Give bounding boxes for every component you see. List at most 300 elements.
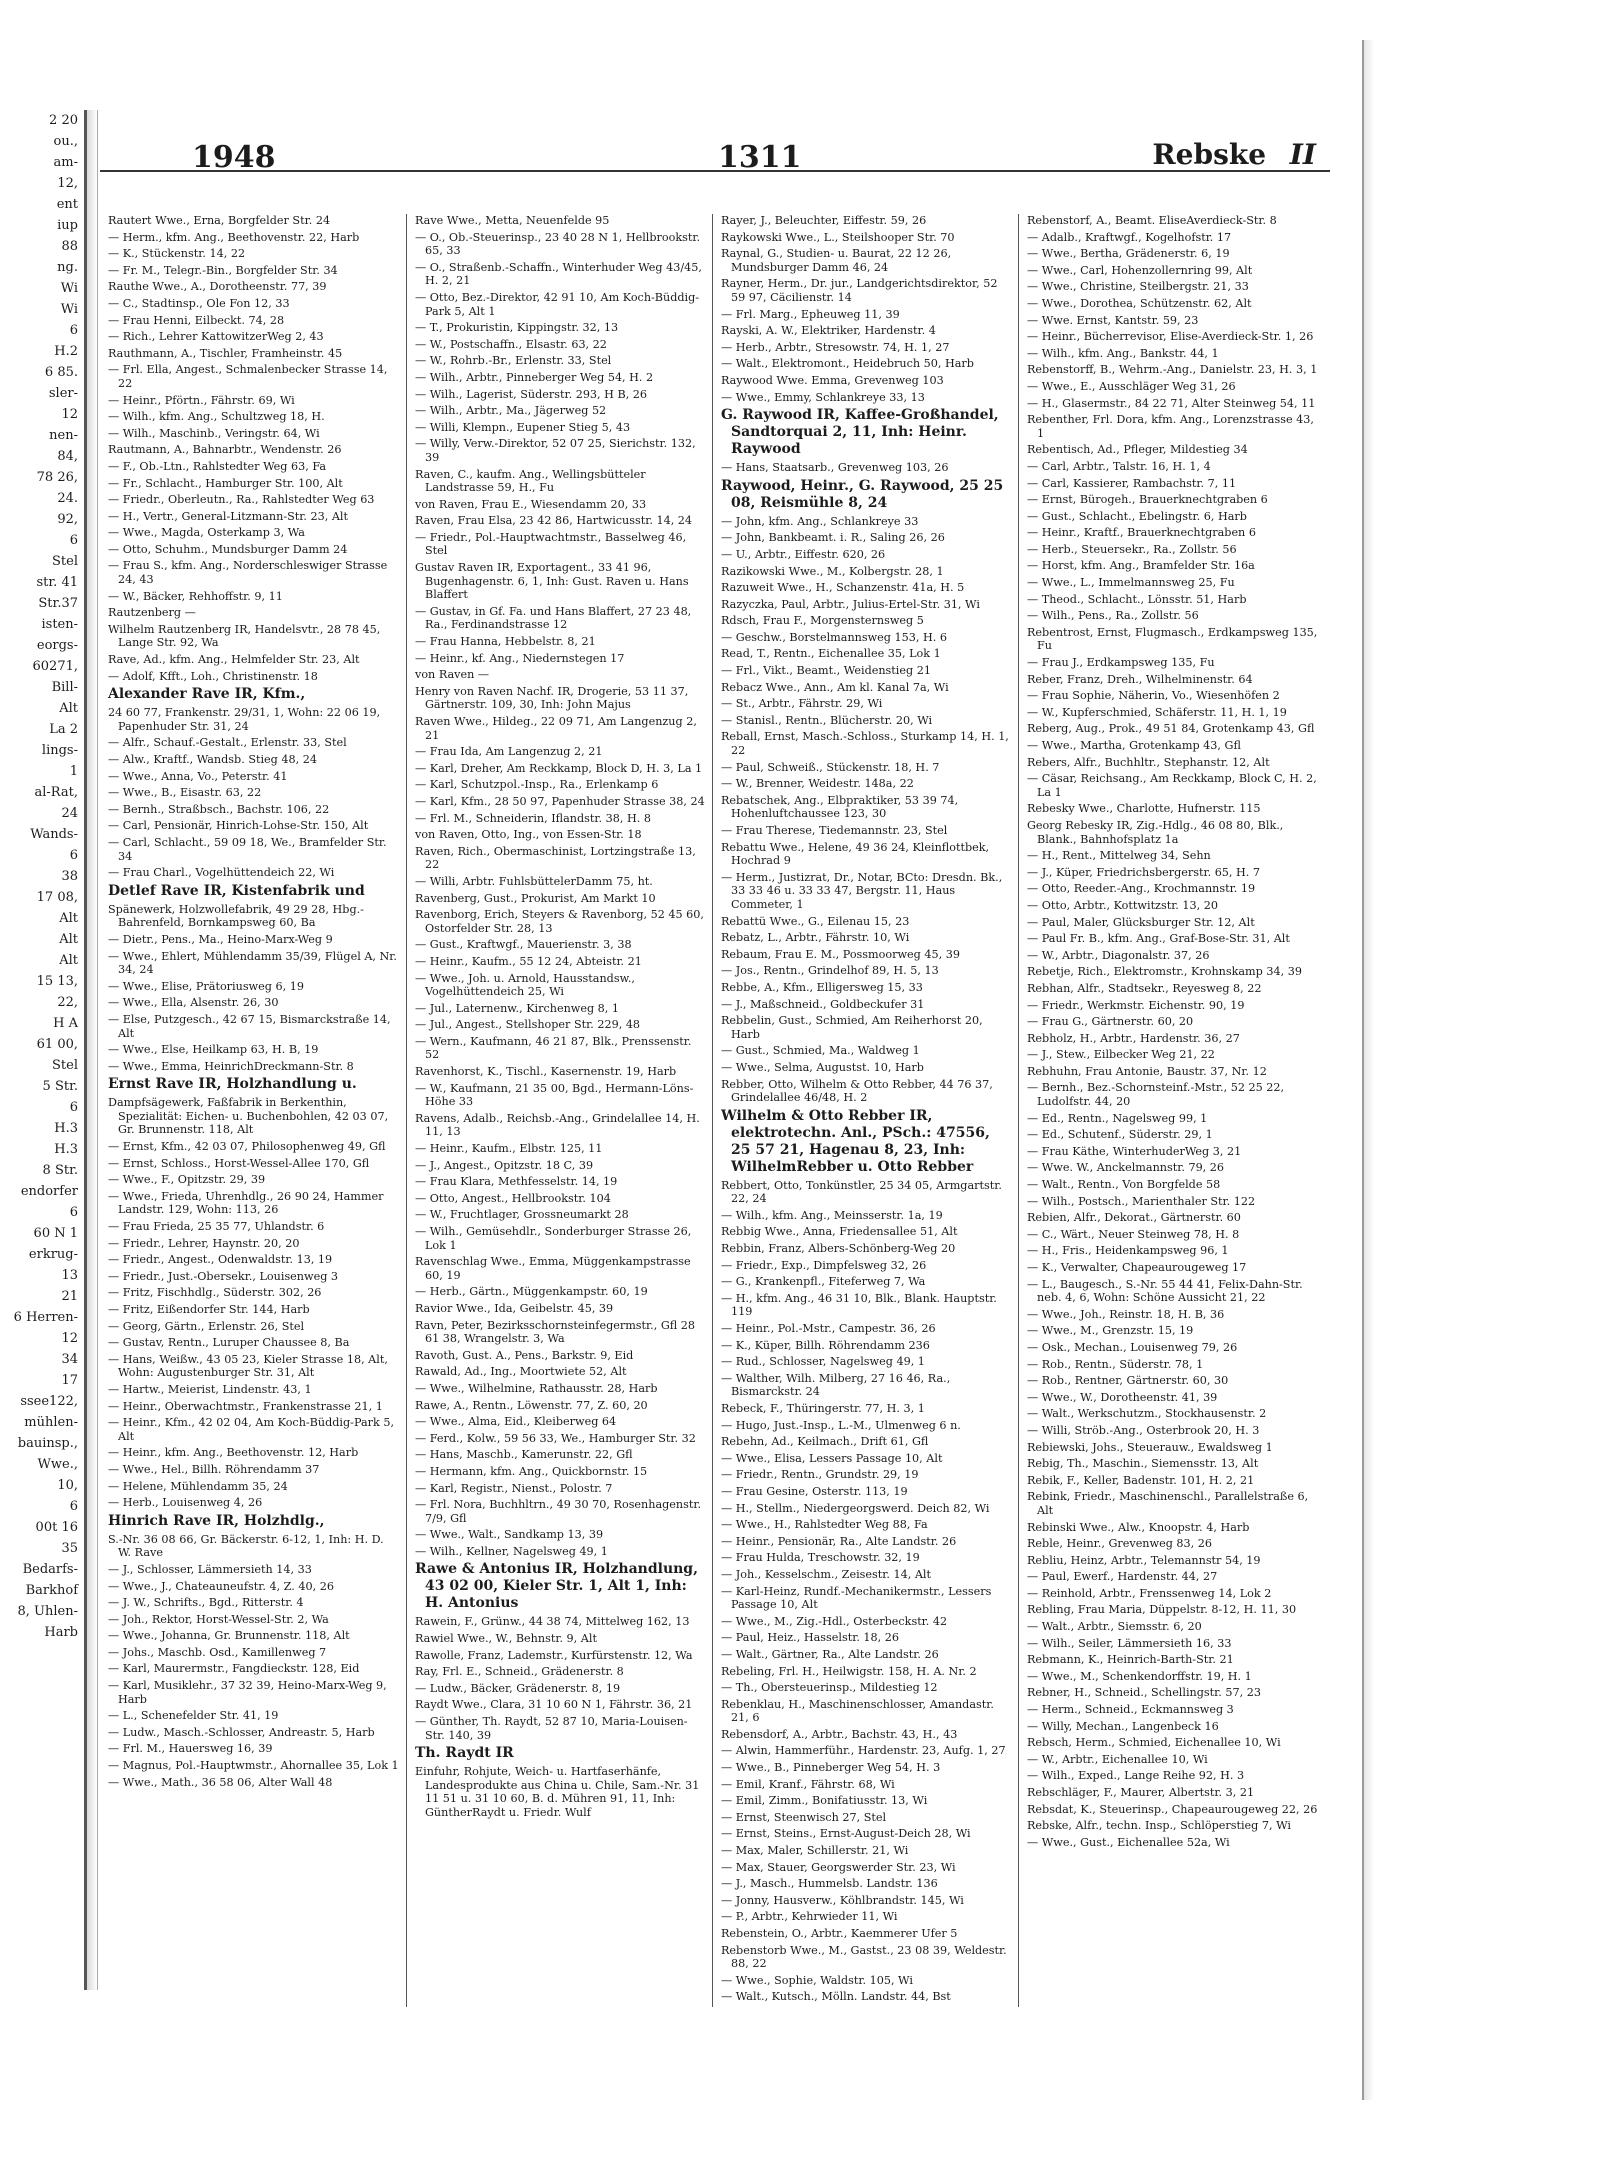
directory-entry: Detlef Rave IR, Kistenfabrik und (108, 882, 365, 899)
directory-entry: — Frau J., Erdkampsweg 135, Fu (1027, 656, 1215, 670)
page-edge (1362, 40, 1374, 2100)
directory-entry: — Reinhold, Arbtr., Frenssenweg 14, Lok 2 (1027, 1586, 1272, 1600)
fragment-line: erkrug- (28, 1247, 78, 1262)
directory-entry: Rebhan, Alfr., Stadtsekr., Reyesweg 8, 22 (1027, 981, 1262, 995)
directory-entry: Rebenstorf, A., Beamt. EliseAverdieck-Str. 8 (1027, 214, 1277, 227)
directory-entry: Wilhelm Rautzenberg IR, Handelsvtr., 28 78 45, Lange Str. 92, Wa (108, 622, 381, 650)
directory-entry: — Bernh., Bez.-Schornsteinf.-Mstr., 52 25 22, Ludolfstr. 44, 20 (1027, 1081, 1285, 1109)
directory-entry: — Joh., Kesselschm., Zeisestr. 14, Alt (721, 1567, 931, 1581)
fragment-line: 35 (61, 1541, 78, 1556)
fragment-line: ou., (53, 134, 78, 149)
directory-entry: Ravior Wwe., Ida, Geibelstr. 45, 39 (415, 1301, 614, 1315)
fragment-line: 60 N 1 (33, 1226, 78, 1241)
directory-entry: — Alfr., Schauf.-Gestalt., Erlenstr. 33, Stel (108, 736, 347, 750)
directory-entry: — Herm., kfm. Ang., Beethovenstr. 22, Harb (108, 230, 360, 244)
directory-entry: — Ernst, Steenwisch 27, Stel (721, 1810, 887, 1824)
directory-entry: Ernst Rave IR, Holzhandlung u. (108, 1076, 357, 1093)
directory-entry: Rebschläger, F., Maurer, Albertstr. 3, 21 (1027, 1786, 1255, 1799)
fragment-line: 88 (61, 239, 78, 254)
directory-entry: Razyczka, Paul, Arbtr., Julius-Ertel-Str. 31, Wi (721, 597, 980, 611)
directory-entry: — Wwe., Wilhelmine, Rathausstr. 28, Harb (415, 1381, 658, 1395)
directory-entry: Rawiel Wwe., W., Behnstr. 9, Alt (415, 1632, 597, 1646)
directory-entry: Ravenborg, Erich, Steyers & Ravenborg, 52 45 60, Ostorfelder Str. 28, 13 (415, 908, 704, 935)
directory-entry: — Wern., Kaufmann, 46 21 87, Blk., Prenssenstr. 52 (415, 1034, 692, 1062)
directory-entry: — Wwe., Sophie, Waldstr. 105, Wi (721, 1973, 913, 1987)
directory-entry: Rebenstorff, B., Wehrm.-Ang., Danielstr. 23, H. 3, 1 (1027, 363, 1318, 377)
directory-entry: — Rich., Lehrer KattowitzerWeg 2, 43 (108, 330, 324, 344)
directory-entry: Ravenschlag Wwe., Emma, Müggenkampstrasse 60, 19 (415, 1255, 691, 1282)
directory-entry: Rebsdat, K., Steuerinsp., Chapeaurougeweg 22, 26 (1027, 1802, 1318, 1816)
directory-entry: — Frl. M., Hauersweg 16, 39 (108, 1742, 273, 1756)
directory-entry: — Cäsar, Reichsang., Am Reckkamp, Block C, H. 2, La 1 (1027, 772, 1317, 799)
directory-entry: — Wwe., Elise, Prätoriusweg 6, 19 (108, 979, 304, 993)
directory-entry: — Wwe., Frieda, Uhrenhdlg., 26 90 24, Hammer Landstr. 129, Wohn: 113, 26 (108, 1189, 384, 1217)
directory-entry: — Wwe., Else, Heilkamp 63, H. B, 19 (108, 1043, 319, 1057)
directory-entry: — Ed., Schutenf., Süderstr. 29, 1 (1027, 1128, 1213, 1142)
directory-entry: — Hans, Staatsarb., Grevenweg 103, 26 (721, 461, 949, 475)
directory-entry: — Heinr., Kfm., 42 02 04, Am Koch-Büddig-Park 5, Alt (108, 1416, 395, 1443)
directory-entry: Wilhelm & Otto Rebber IR, elektrotechn. Anl., PSch.: 47556, 25 57 21, Hagenau 8, 23, Inh: WilhelmRebber u. Otto Rebber (721, 1107, 990, 1175)
fragment-line: 24 (61, 806, 78, 821)
directory-entry: — Walther, Wilh. Milberg, 27 16 46, Ra., Bismarckstr. 24 (721, 1371, 951, 1399)
directory-entry: Rebeling, Frl. H., Heilwigstr. 158, H. A. Nr. 2 (721, 1664, 977, 1678)
directory-entry: — Wilh., Arbtr., Ma., Jägerweg 52 (415, 404, 607, 418)
directory-column-1 (100, 214, 406, 2007)
directory-entry: — Frl., Vikt., Beamt., Weidenstieg 21 (721, 664, 931, 678)
directory-entry: Rebbig Wwe., Anna, Friedensallee 51, Alt (721, 1225, 958, 1239)
fragment-line: Alt (59, 953, 78, 968)
directory-entry: Rebensdorf, A., Arbtr., Bachstr. 43, H., 43 (721, 1727, 958, 1741)
directory-entry: — K., Verwalter, Chapeaurougeweg 17 (1027, 1261, 1247, 1274)
fragment-line: Wi (60, 281, 78, 296)
directory-entry: — G., Krankenpfl., Fiteferweg 7, Wa (721, 1275, 926, 1289)
directory-entry: — Heinr., Oberwachtmstr., Frankenstrasse 21, 1 (108, 1399, 383, 1413)
fragment-line: 22, (57, 995, 78, 1010)
directory-entry: — Otto, Bez.-Direktor, 42 91 10, Am Koch-Büddig-Park 5, Alt 1 (415, 290, 700, 318)
directory-entry: — Gust., Schlacht., Ebelingstr. 6, Harb (1027, 509, 1247, 523)
directory-entry: — Heinr., Pensionär, Ra., Alte Landstr. 26 (721, 1534, 957, 1548)
directory-entry: — O., Straßenb.-Schaffn., Winterhuder Weg 43/45, H. 2, 21 (415, 260, 702, 288)
directory-entry: — Karl, Dreher, Am Reckkamp, Block D, H. 3, La 1 (415, 761, 703, 775)
directory-entry: — W., Arbtr., Eichenallee 10, Wi (1027, 1752, 1208, 1766)
directory-entry: Rebacz Wwe., Ann., Am kl. Kanal 7a, Wi (721, 680, 949, 694)
directory-entry: — Otto, Arbtr., Kottwitzstr. 13, 20 (1027, 898, 1219, 912)
fragment-line: 17 08, (36, 890, 78, 905)
directory-entry: Rebers, Alfr., Buchhltr., Stephanstr. 12, Alt (1027, 755, 1270, 769)
directory-entry: Rebatschek, Ang., Elbpraktiker, 53 39 74, Hohenluftchaussee 123, 30 (721, 793, 959, 821)
fragment-line: La 2 (49, 722, 78, 737)
directory-entry: — Herb., Gärtn., Müggenkampstr. 60, 19 (415, 1285, 648, 1299)
fragment-line: al-Rat, (34, 785, 78, 800)
directory-entry: — Frau G., Gärtnerstr. 60, 20 (1027, 1015, 1194, 1029)
fragment-line: eorgs- (36, 638, 78, 653)
directory-entry: — Max, Stauer, Georgswerder Str. 23, Wi (721, 1860, 956, 1874)
directory-entry: — Wwe., Christine, Steilbergstr. 21, 33 (1027, 280, 1249, 294)
directory-entry: Rebehn, Ad., Keilmach., Drift 61, Gfl (721, 1435, 929, 1449)
directory-entry: — Heinr., Pförtn., Fährstr. 69, Wi (108, 393, 295, 407)
fragment-line: H.2 (54, 344, 78, 359)
directory-entry: — Dietr., Pens., Ma., Heino-Marx-Weg 9 (108, 932, 333, 946)
directory-entry: Rebner, H., Schneid., Schellingstr. 57, 23 (1027, 1686, 1261, 1700)
directory-entry: Ravoth, Gust. A., Pens., Barkstr. 9, Eid (415, 1348, 634, 1362)
directory-entry: — Heinr., Bücherrevisor, Elise-Averdieck-Str. 1, 26 (1027, 330, 1314, 344)
directory-entry: Razikowski Wwe., M., Kolbergstr. 28, 1 (721, 564, 944, 578)
directory-entry: — Karl, Musiklehr., 37 32 39, Heino-Marx-Weg 9, Harb (108, 1679, 387, 1706)
directory-entry: — Wwe. W., Anckelmannstr. 79, 26 (1027, 1161, 1225, 1175)
directory-entry: — Else, Putzgesch., 42 67 15, Bismarckstraße 14, Alt (108, 1012, 391, 1040)
directory-entry: Rdsch, Frau F., Morgensternsweg 5 (721, 614, 924, 628)
directory-entry: — Wwe., Joh. u. Arnold, Hausstandsw., Vogelhüttendeich 25, Wi (415, 971, 635, 999)
directory-entry: — H., Vertr., General-Litzmann-Str. 23, Alt (108, 509, 348, 523)
directory-entry: — Walt., Elektromont., Heidebruch 50, Harb (721, 357, 974, 371)
fragment-line: 6 85. (44, 365, 78, 380)
directory-entry: — Frau Ida, Am Langenzug 2, 21 (415, 745, 603, 759)
directory-entry: — Hans, Weißw., 43 05 23, Kieler Strasse 18, Alt, Wohn: Augustenburger Str. 31, Alt (108, 1352, 388, 1380)
directory-entry: — Rob., Rentner, Gärtnerstr. 60, 30 (1027, 1374, 1229, 1388)
directory-entry: — Wwe., E., Ausschläger Weg 31, 26 (1027, 379, 1236, 393)
directory-entry: — Wilh., Arbtr., Pinneberger Weg 54, H. 2 (415, 370, 654, 384)
directory-entry: Rebber, Otto, Wilhelm & Otto Rebber, 44 76 37, Grindelallee 46/48, H. 2 (721, 1077, 993, 1105)
directory-entry: — Emil, Kranf., Fährstr. 68, Wi (721, 1777, 895, 1791)
directory-entry: Rebenstorb Wwe., M., Gastst., 23 08 39, Weldestr. 88, 22 (721, 1943, 1007, 1971)
directory-entry: Rebmann, K., Heinrich-Barth-Str. 21 (1027, 1653, 1234, 1667)
fragment-line: Harb (44, 1625, 78, 1640)
directory-entry: — Friedr., Exp., Dimpfelsweg 32, 26 (721, 1258, 927, 1272)
directory-entry: — Adolf, Kfft., Loh., Christinenstr. 18 (108, 669, 318, 683)
directory-entry: Read, T., Rentn., Eichenallee 35, Lok 1 (721, 647, 941, 661)
directory-entry: — H., kfm. Ang., 46 31 10, Blk., Blank. Hauptstr. 119 (721, 1291, 997, 1319)
directory-entry: — Magnus, Pol.-Hauptwmstr., Ahornallee 35, Lok 1 (108, 1759, 399, 1773)
directory-entry: von Raven, Frau E., Wiesendamm 20, 33 (415, 497, 647, 511)
directory-entry: — H., Rent., Mittelweg 34, Sehn (1027, 849, 1211, 863)
fragment-line: 2 20 (49, 113, 78, 128)
directory-entry: — Friedr., Oberleutn., Ra., Rahlstedter Weg 63 (108, 493, 375, 507)
directory-entry: — Wilh., Postsch., Marienthaler Str. 122 (1027, 1194, 1256, 1208)
directory-entry: — Fr. M., Telegr.-Bin., Borgfelder Str. 34 (108, 263, 338, 277)
directory-entry: — Frl. Ella, Angest., Schmalenbecker Strasse 14, 22 (108, 363, 388, 390)
fragment-line: 13 (61, 1268, 78, 1283)
directory-entry: — Frau Käthe, WinterhuderWeg 3, 21 (1027, 1144, 1242, 1158)
fragment-line: ssee122, (20, 1394, 78, 1409)
fragment-line: 6 (69, 323, 78, 338)
directory-entry: von Raven, Otto, Ing., von Essen-Str. 18 (415, 828, 642, 842)
directory-entry: — Ernst, Bürogeh., Brauerknechtgraben 6 (1027, 493, 1268, 507)
directory-entry: Rautzenberg — (108, 606, 196, 620)
directory-entry: — Wwe., Emma, HeinrichDreckmann-Str. 8 (108, 1059, 354, 1073)
fragment-line: 21 (61, 1289, 78, 1304)
directory-entry: — Wwe., M., Zig.-Hdl., Osterbeckstr. 42 (721, 1614, 948, 1628)
directory-entry: Reber, Franz, Dreh., Wilhelminenstr. 64 (1027, 672, 1253, 686)
directory-entry: — Wwe., Magda, Osterkamp 3, Wa (108, 526, 305, 540)
directory-entry: — Georg, Gärtn., Erlenstr. 26, Stel (108, 1319, 305, 1333)
directory-entry: — Fritz, Fischhdlg., Süderstr. 302, 26 (108, 1286, 322, 1300)
directory-entry: — Paul, Heiz., Hasselstr. 18, 26 (721, 1631, 900, 1645)
directory-entry: Raven, Rich., Obermaschinist, Lortzingstraße 13, 22 (415, 844, 696, 872)
directory-entry: — Wilh., Kellner, Nagelsweg 49, 1 (415, 1544, 608, 1558)
directory-entry: — Otto, Schuhm., Mundsburger Damm 24 (108, 542, 348, 556)
directory-entry: Rebesky Wwe., Charlotte, Hufnerstr. 115 (1027, 802, 1261, 816)
fragment-line: Stel (52, 1058, 78, 1073)
directory-column-4 (1018, 214, 1324, 2007)
directory-entry: — Wwe., Gust., Eichenallee 52a, Wi (1027, 1835, 1230, 1849)
directory-entry: Rauthmann, A., Tischler, Framheinstr. 45 (108, 346, 343, 360)
fragment-line: am- (53, 155, 78, 170)
directory-entry: Rebentisch, Ad., Pfleger, Mildestieg 34 (1027, 443, 1248, 457)
fragment-line: 17 (61, 1373, 78, 1388)
directory-entry: — Osk., Mechan., Louisenweg 79, 26 (1027, 1340, 1238, 1354)
directory-entry: — Wwe., Elisa, Lessers Passage 10, Alt (721, 1451, 943, 1465)
directory-entry: Rautert Wwe., Erna, Borgfelder Str. 24 (108, 214, 331, 227)
directory-entry: — Adalb., Kraftwgf., Kogelhofstr. 17 (1027, 230, 1232, 244)
directory-entry: Rayner, Herm., Dr. jur., Landgerichtsdirektor, 52 59 97, Cäcilienstr. 14 (721, 277, 998, 304)
directory-entry: — Ferd., Kolw., 59 56 33, We., Hamburger Str. 32 (415, 1431, 696, 1445)
directory-entry: — Wwe., Carl, Hohenzollernring 99, Alt (1027, 263, 1253, 277)
fragment-line: Alt (59, 932, 78, 947)
directory-entry: — Herb., Arbtr., Stresowstr. 74, H. 1, 27 (721, 340, 950, 354)
directory-entry: — J., Stew., Eilbecker Weg 21, 22 (1027, 1048, 1215, 1062)
directory-entry: — Gust., Kraftwgf., Mauerienstr. 3, 38 (415, 938, 632, 952)
directory-entry: Einfuhr, Rohjute, Weich- u. Hartfaserhänfe, Landesprodukte aus China u. Chile, Sam.-Nr. 31 11 51 u. 31 10 60, B. d. Mühren 91, 11, Inh: GüntherRaydt u. Friedr. Wulf (415, 1765, 700, 1819)
fragment-line: H.3 (54, 1121, 78, 1136)
directory-entry: — Willi, Ströb.-Ang., Osterbrook 20, H. 3 (1027, 1423, 1260, 1437)
directory-entry: — Paul, Schweiß., Stückenstr. 18, H. 7 (721, 760, 940, 774)
directory-entry: Rawein, F., Grünw., 44 38 74, Mittelweg 162, 13 (415, 1615, 690, 1629)
directory-entry: — O., Ob.-Steuerinsp., 23 40 28 N 1, Hellbrookstr. 65, 33 (415, 230, 701, 258)
directory-entry: — Wwe., M., Grenzstr. 15, 19 (1027, 1324, 1194, 1338)
directory-entry: — Karl, Schutzpol.-Insp., Ra., Erlenkamp 6 (415, 778, 659, 792)
directory-entry: S.-Nr. 36 08 66, Gr. Bäckerstr. 6-12, 1, Inh: H. D. W. Rave (108, 1532, 384, 1560)
fragment-line: 84, (57, 449, 78, 464)
directory-entry: — W., Kupferschmied, Schäferstr. 11, H. 1, 19 (1027, 705, 1287, 719)
directory-entry: — Fr., Schlacht., Hamburger Str. 100, Alt (108, 476, 343, 490)
directory-entry: — Ed., Rentn., Nagelsweg 99, 1 (1027, 1111, 1208, 1125)
fragment-line: 38 (61, 869, 78, 884)
directory-entry: — W., Brenner, Weidestr. 148a, 22 (721, 777, 914, 791)
page-header (100, 118, 1330, 175)
directory-entry: Ravn, Peter, Bezirksschornsteinfegermstr., Gfl 28 61 38, Wrangelstr. 3, Wa (415, 1318, 696, 1346)
directory-entry: Ravenberg, Gust., Prokurist, Am Markt 10 (415, 891, 656, 905)
directory-entry: — Helene, Mühlendamm 35, 24 (108, 1479, 288, 1493)
fragment-line: 60271, (32, 659, 78, 674)
previous-page-fragment (0, 110, 82, 1960)
directory-entry: — Otto, Reeder.-Ang., Krochmannstr. 19 (1027, 882, 1256, 896)
directory-entry: Raywood, Heinr., G. Raywood, 25 25 08, Reismühle 8, 24 (721, 477, 1004, 511)
directory-entry: G. Raywood IR, Kaffee-Großhandel, Sandtorquai 2, 11, Inh: Heinr. Raywood (721, 407, 999, 458)
directory-entry: — Carl, Kassierer, Rambachstr. 7, 11 (1027, 476, 1237, 490)
fragment-line: H.3 (54, 1142, 78, 1157)
directory-entry: — Heinr., Kraftf., Brauerknechtgraben 6 (1027, 526, 1256, 540)
directory-entry: Rebentrost, Ernst, Flugmasch., Erdkampsweg 135, Fu (1027, 625, 1318, 653)
directory-entry: — Horst, kfm. Ang., Bramfelder Str. 16a (1027, 559, 1255, 573)
directory-entry: — Wwe., Alma, Eid., Kleiberweg 64 (415, 1415, 617, 1429)
directory-entry: — Wwe., Martha, Grotenkamp 43, Gfl (1027, 739, 1241, 752)
fragment-line: 92, (57, 512, 78, 527)
directory-entry: — Friedr., Angest., Odenwaldstr. 13, 19 (108, 1253, 333, 1267)
directory-entry: — Jul., Angest., Stellshoper Str. 229, 48 (415, 1018, 641, 1032)
directory-entry: — Rob., Rentn., Süderstr. 78, 1 (1027, 1357, 1204, 1371)
directory-entry: — Wwe., Bertha, Grädenerstr. 6, 19 (1027, 247, 1230, 261)
directory-entry: — Heinr., kfm. Ang., Beethovenstr. 12, Harb (108, 1446, 359, 1460)
directory-entry: Rayski, A. W., Elektriker, Hardenstr. 4 (721, 324, 936, 338)
directory-entry: — Frau Hanna, Hebbelstr. 8, 21 (415, 635, 596, 649)
fragment-line: Wwe., (37, 1457, 78, 1472)
directory-entry: Razuweit Wwe., H., Schanzenstr. 41a, H. 5 (721, 581, 965, 595)
directory-entry: — Hartw., Meierist, Lindenstr. 43, 1 (108, 1382, 312, 1396)
directory-entry: — Walt., Gärtner, Ra., Alte Landstr. 26 (721, 1647, 939, 1661)
directory-entry: — Wwe., L., Immelmannsweg 25, Fu (1027, 576, 1235, 590)
running-head-volume: II (1289, 138, 1316, 171)
directory-entry: — Herm., Schneid., Eckmannsweg 3 (1027, 1703, 1234, 1717)
directory-entry: — Walt., Werkschutzm., Stockhausenstr. 2 (1027, 1407, 1267, 1421)
directory-entry: Ravens, Adalb., Reichsb.-Ang., Grindelallee 14, H. 11, 13 (415, 1111, 700, 1139)
directory-entry: Rauthe Wwe., A., Dorotheenstr. 77, 39 (108, 280, 327, 294)
directory-entry: — St., Arbtr., Fährstr. 29, Wi (721, 697, 883, 711)
directory-entry: Rebaum, Frau E. M., Possmoorweg 45, 39 (721, 947, 960, 961)
directory-entry: — Wwe., Hel., Billh. Röhrendamm 37 (108, 1462, 320, 1476)
page-gutter (84, 110, 98, 1990)
directory-entry: Rebsch, Herm., Schmied, Eichenallee 10, Wi (1027, 1736, 1281, 1750)
directory-entry: — Wwe., Joh., Reinstr. 18, H. B, 36 (1027, 1307, 1225, 1321)
directory-entry: — Jos., Rentn., Grindelhof 89, H. 5, 13 (721, 964, 939, 978)
directory-entry: — H., Glasermstr., 84 22 71, Alter Steinweg 54, 11 (1027, 396, 1316, 410)
directory-columns (100, 214, 1330, 2007)
directory-entry: — Karl-Heinz, Rundf.-Mechanikermstr., Lessers Passage 10, Alt (721, 1584, 992, 1612)
directory-entry: Rebholz, H., Arbtr., Hardenstr. 36, 27 (1027, 1031, 1240, 1045)
directory-entry: — Willy, Mechan., Langenbeck 16 (1027, 1719, 1219, 1733)
directory-entry: — Carl, Arbtr., Talstr. 16, H. 1, 4 (1027, 459, 1211, 473)
directory-entry: — Willi, Klempn., Eupener Stieg 5, 43 (415, 420, 631, 434)
directory-entry: — Gustav, Rentn., Luruper Chaussee 8, Ba (108, 1336, 350, 1350)
directory-entry: Spänewerk, Holzwollefabrik, 49 29 28, Hbg.-Bahrenfeld, Bornkampsweg 60, Ba (108, 902, 364, 930)
directory-entry: Rebhuhn, Frau Antonie, Baustr. 37, Nr. 12 (1027, 1064, 1267, 1078)
directory-entry: — Friedr., Lehrer, Haynstr. 20, 20 (108, 1236, 300, 1250)
directory-entry: Raywood Wwe. Emma, Grevenweg 103 (721, 373, 944, 387)
running-head (1152, 138, 1316, 171)
fragment-line: Alt (59, 701, 78, 716)
directory-entry: — K., Küper, Billh. Röhrendamm 236 (721, 1338, 930, 1352)
directory-entry: — Günther, Th. Raydt, 52 87 10, Maria-Louisen-Str. 140, 39 (415, 1715, 688, 1742)
directory-entry: — Wwe., F., Opitzstr. 29, 39 (108, 1173, 266, 1187)
directory-entry: — Rud., Schlosser, Nagelsweg 49, 1 (721, 1355, 925, 1369)
directory-entry: Rebetje, Rich., Elektromstr., Krohnskamp 34, 39 (1027, 965, 1302, 979)
directory-entry: — L., Schenefelder Str. 41, 19 (108, 1709, 279, 1723)
fragment-line: 6 (69, 1205, 78, 1220)
fragment-line: Barkhof (25, 1583, 78, 1598)
fragment-line: 00t 16 (35, 1520, 78, 1535)
directory-entry: Georg Rebesky IR, Zig.-Hdlg., 46 08 80, Blk., Blank., Bahnhofsplatz 1a (1027, 818, 1284, 846)
directory-entry: — J., Schlosser, Lämmersieth 14, 33 (108, 1562, 312, 1576)
directory-entry: — Willi, Arbtr. FuhlsbüttelerDamm 75, ht. (415, 874, 653, 888)
directory-entry: Rawe, A., Rentn., Löwenstr. 77, Z. 60, 20 (415, 1398, 648, 1412)
directory-entry: — Walt., Arbtr., Siemsstr. 6, 20 (1027, 1620, 1202, 1634)
directory-entry: — Frau Therese, Tiedemannstr. 23, Stel (721, 824, 948, 837)
fragment-line: Wi (60, 302, 78, 317)
directory-entry: — Wwe., Dorothea, Schützenstr. 62, Alt (1027, 296, 1252, 310)
directory-entry: — John, Bankbeamt. i. R., Saling 26, 26 (721, 531, 945, 545)
directory-entry: — Heinr., Pol.-Mstr., Campestr. 36, 26 (721, 1322, 936, 1336)
directory-entry: — W., Kaufmann, 21 35 00, Bgd., Hermann-Löns-Höhe 33 (415, 1081, 694, 1109)
directory-entry: — Gustav, in Gf. Fa. und Hans Blaffert, 27 23 48, Ra., Ferdinandstrasse 12 (415, 604, 692, 632)
directory-entry: — Fritz, Eißendorfer Str. 144, Harb (108, 1303, 310, 1316)
directory-entry: Raynal, G., Studien- u. Baurat, 22 12 26, Mundsburger Damm 46, 24 (721, 247, 952, 274)
directory-entry: Rebig, Th., Maschin., Siemensstr. 13, Alt (1027, 1457, 1259, 1471)
directory-entry: — Wwe., B., Eisastr. 63, 22 (108, 786, 262, 800)
fragment-line: lings- (41, 743, 78, 758)
directory-entry: — J., Maßschneid., Goldbeckufer 31 (721, 997, 925, 1011)
directory-entry: — Hermann, kfm. Ang., Quickbornstr. 15 (415, 1464, 648, 1478)
directory-entry: — Frl. M., Schneiderin, Iflandstr. 38, H. 8 (415, 811, 651, 825)
directory-entry: Rawe & Antonius IR, Holzhandlung, 43 02 00, Kieler Str. 1, Alt 1, Inh: H. Antonius (415, 1561, 698, 1612)
directory-entry: — Jonny, Hausverw., Köhlbrandstr. 145, Wi (721, 1893, 964, 1907)
directory-entry: — Frau S., kfm. Ang., Norderschleswiger Strasse 24, 43 (108, 559, 388, 587)
directory-entry: — Gust., Schmied, Ma., Waldweg 1 (721, 1044, 920, 1058)
directory-entry: — Karl, Maurermstr., Fangdieckstr. 128, Eid (108, 1662, 360, 1676)
fragment-line: Alt (59, 911, 78, 926)
fragment-line: Bill- (51, 680, 78, 695)
directory-column-2 (406, 214, 712, 2007)
directory-entry: — Wilh., Gemüsehdlr., Sonderburger Strasse 26, Lok 1 (415, 1225, 692, 1252)
directory-entry: Raykowski Wwe., L., Steilshooper Str. 70 (721, 230, 955, 244)
fragment-line: 15 13, (36, 974, 78, 989)
directory-entry: — Johs., Maschb. Osd., Kamillenweg 7 (108, 1645, 327, 1659)
directory-entry: — Ludw., Masch.-Schlosser, Andreastr. 5, Harb (108, 1725, 375, 1739)
directory-entry: — Alwin, Hammerführ., Hardenstr. 23, Aufg. 1, 27 (721, 1744, 1006, 1758)
directory-entry: Rebliu, Heinz, Arbtr., Telemannstr 54, 19 (1027, 1553, 1261, 1567)
directory-entry: Rawald, Ad., Ing., Moortwiete 52, Alt (415, 1365, 627, 1379)
directory-entry: — Bernh., Straßbsch., Bachstr. 106, 22 (108, 802, 330, 816)
directory-entry: — Wilh., Seiler, Lämmersieth 16, 33 (1027, 1636, 1232, 1650)
directory-entry: Reble, Heinr., Grevenweg 83, 26 (1027, 1537, 1213, 1551)
directory-page (100, 118, 1330, 2038)
directory-entry: Th. Raydt IR (415, 1745, 514, 1762)
directory-entry: — P., Arbtr., Kehrwieder 11, Wi (721, 1910, 898, 1924)
fragment-line: Wands- (30, 827, 78, 842)
fragment-line: 6 (69, 1499, 78, 1514)
fragment-line: 12 (61, 407, 78, 422)
fragment-line: 1 (69, 764, 78, 779)
directory-entry: — Wwe., J., Chateauneufstr. 4, Z. 40, 26 (108, 1579, 334, 1593)
directory-entry: — Wwe., Selma, Augustst. 10, Harb (721, 1060, 924, 1074)
directory-entry: — Friedr., Werkmstr. Eichenstr. 90, 19 (1027, 998, 1245, 1012)
directory-entry: — W., Rohrb.-Br., Erlenstr. 33, Stel (415, 354, 612, 368)
directory-entry: — Wwe., H., Rahlstedter Weg 88, Fa (721, 1518, 928, 1532)
fragment-line: bauinsp., (17, 1436, 78, 1451)
directory-entry: — Friedr., Rentn., Grundstr. 29, 19 (721, 1468, 919, 1482)
directory-entry: Rebbe, A., Kfm., Elligersweg 15, 33 (721, 980, 923, 994)
directory-entry: Rebien, Alfr., Dekorat., Gärtnerstr. 60 (1027, 1211, 1241, 1225)
directory-entry: — Herm., Justizrat, Dr., Notar, BCto: Dresdn. Bk., 33 33 46 u. 33 33 47, Bergstr. 11, Haus Commeter, 1 (721, 870, 1003, 911)
directory-entry: — Willy, Verw.-Direktor, 52 07 25, Sierichstr. 132, 39 (415, 437, 696, 464)
directory-entry: — Joh., Rektor, Horst-Wessel-Str. 2, Wa (108, 1612, 329, 1626)
directory-entry: — W., Arbtr., Diagonalstr. 37, 26 (1027, 948, 1210, 962)
fragment-line: 8 Str. (42, 1163, 78, 1178)
directory-entry: Rebink, Friedr., Maschinenschl., Parallelstraße 6, Alt (1027, 1490, 1309, 1517)
directory-entry: — Wwe., B., Pinneberger Weg 54, H. 3 (721, 1761, 941, 1775)
directory-entry: — Wilh., kfm. Ang., Schultzweg 18, H. (108, 410, 325, 424)
directory-entry: — Wilh., Exped., Lange Reihe 92, H. 3 (1027, 1769, 1245, 1783)
directory-entry: — Walt., Kutsch., Mölln. Landstr. 44, Bst (721, 1990, 951, 2004)
fragment-line: sler- (48, 386, 78, 401)
directory-entry: Rebling, Frau Maria, Düppelstr. 8-12, H. 11, 30 (1027, 1603, 1297, 1617)
directory-entry: — Carl, Pensionär, Hinrich-Lohse-Str. 150, Alt (108, 819, 369, 833)
directory-entry: — J. W., Schrifts., Bgd., Ritterstr. 4 (108, 1596, 304, 1610)
fragment-line: 61 00, (36, 1037, 78, 1052)
directory-entry: — Frau Charl., Vogelhüttendeich 22, Wi (108, 866, 335, 880)
directory-entry: — F., Ob.-Ltn., Rahlstedter Weg 63, Fa (108, 459, 327, 473)
directory-entry: — Ernst, Schloss., Horst-Wessel-Allee 170, Gfl (108, 1156, 370, 1170)
directory-entry: Rebenstein, O., Arbtr., Kaemmerer Ufer 5 (721, 1927, 958, 1940)
directory-entry: — Paul, Ewerf., Hardenstr. 44, 27 (1027, 1570, 1218, 1584)
